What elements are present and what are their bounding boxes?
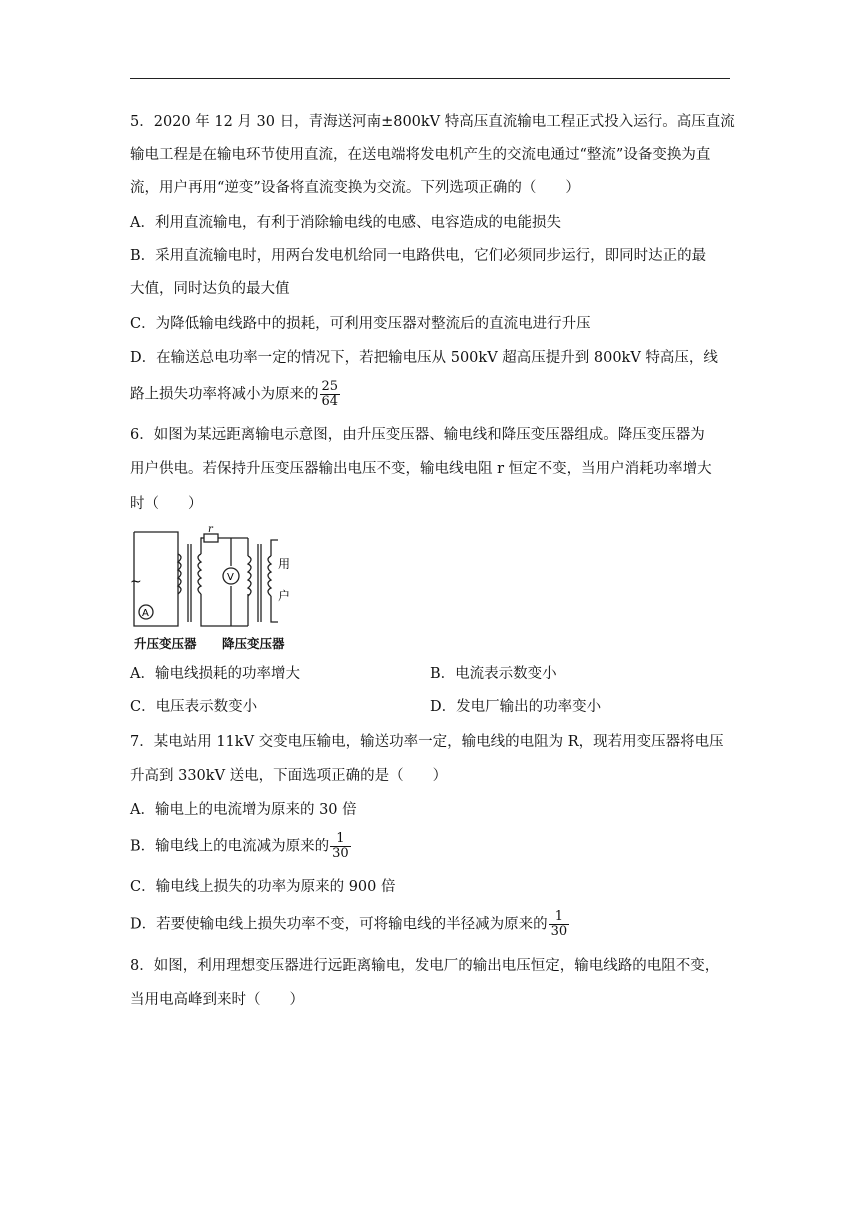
ac-source-symbol: ~	[130, 574, 142, 590]
q5-option-a: A．利用直流输电，有利于消除输电线的电感、电容造成的电能损失	[130, 215, 561, 231]
q5-fraction	[320, 380, 341, 409]
step-down-transformer-label: 降压变压器	[222, 636, 285, 651]
step-up-transformer-label: 升压变压器	[134, 636, 197, 651]
q7-b-fraction	[330, 832, 351, 861]
resistor-r	[204, 534, 218, 542]
q5-option-b-line1: B．采用直流输电时，用两台发电机给同一电路供电，它们必须同步运行，即同时达正的最	[130, 248, 707, 264]
q7-option-d-text: D．若要使输电线上损失功率不变，可将输电线的半径减为原来的	[130, 916, 548, 933]
resistor-label: r	[208, 526, 213, 535]
step-down-primary-coil	[248, 556, 251, 596]
step-down-secondary-coil	[268, 556, 271, 596]
ammeter-label: A	[142, 608, 149, 619]
q5-stem-line2: 输电工程是在输电环节使用直流，在送电端将发电机产生的交流电通过“整流”设备变换为直	[130, 147, 711, 163]
q7-stem-line1: 7．某电站用 11kV 交变电压输电，输送功率一定，输电线的电阻为 R，现若用变压器将电压	[130, 734, 724, 750]
q8-stem-line2: 当用电高峰到来时（ ）	[130, 992, 304, 1008]
q5-option-d-line1: D．在输送总电功率一定的情况下，若把输电压从 500kV 超高压提升到 800kV 特高压，线	[130, 350, 718, 366]
q7-option-a: A．输电上的电流增为原来的 30 倍	[130, 802, 357, 818]
q5-fraction-denominator: 64	[321, 394, 339, 409]
user-label-2: 户	[278, 589, 291, 603]
q5-option-c: C．为降低输电线路中的损耗，可利用变压器对整流后的直流电进行升压	[130, 316, 591, 332]
q7-d-fraction-denominator: 30	[550, 924, 568, 939]
q7-b-fraction-denominator: 30	[332, 846, 349, 861]
q5-stem-line3: 流，用户再用“逆变”设备将直流变换为交流。下列选项正确的（ ）	[130, 180, 580, 196]
q7-option-c: C．输电线上损失的功率为原来的 900 倍	[130, 879, 396, 895]
q5-stem-line1: 5．2020 年 12 月 30 日，青海送河南±800kV 特高压直流输电工程正式投入运行。高压直流	[130, 114, 735, 130]
q7-d-fraction-numerator: 1	[554, 909, 564, 924]
header-rule	[130, 78, 730, 79]
q6-option-b: B．电流表示数变小	[430, 666, 557, 682]
q5-option-b-line2: 大值，同时达负的最大值	[130, 281, 290, 297]
q6-stem-line1: 6．如图为某远距离输电示意图，由升压变压器、输电线和降压变压器组成。降压变压器为	[130, 427, 705, 443]
step-up-secondary-coil	[198, 554, 201, 594]
q5-fraction-numerator: 25	[321, 379, 339, 394]
q7-stem-line2: 升高到 330kV 送电，下面选项正确的是（ ）	[130, 768, 448, 784]
q6-option-a: A．输电线损耗的功率增大	[130, 666, 300, 682]
q8-stem-line1: 8．如图，利用理想变压器进行远距离输电，发电厂的输出电压恒定，输电线路的电阻不变，	[130, 958, 720, 974]
q6-stem-line2: 用户供电。若保持升压变压器输出电压不变，输电线电阻 r 恒定不变，当用户消耗功率增大	[130, 461, 712, 477]
line-bottom	[201, 594, 248, 626]
q6-option-c: C．电压表示数变小	[130, 699, 258, 715]
q6-option-d: D．发电厂输出的功率变小	[430, 699, 602, 715]
q6-stem-line3: 时（ ）	[130, 496, 203, 512]
q7-d-fraction	[549, 910, 570, 939]
voltmeter-label: V	[227, 572, 234, 583]
q7-option-b	[130, 832, 351, 861]
q5-option-d-line2	[130, 380, 340, 409]
q7-option-d	[130, 910, 569, 939]
user-label-1: 用	[278, 557, 291, 571]
q7-option-b-text: B．输电线上的电流减为原来的	[130, 838, 330, 855]
q5-option-d-text: 路上损失功率将减小为原来的	[130, 386, 319, 403]
line-top-left	[201, 538, 202, 554]
q7-b-fraction-numerator: 1	[336, 831, 345, 846]
